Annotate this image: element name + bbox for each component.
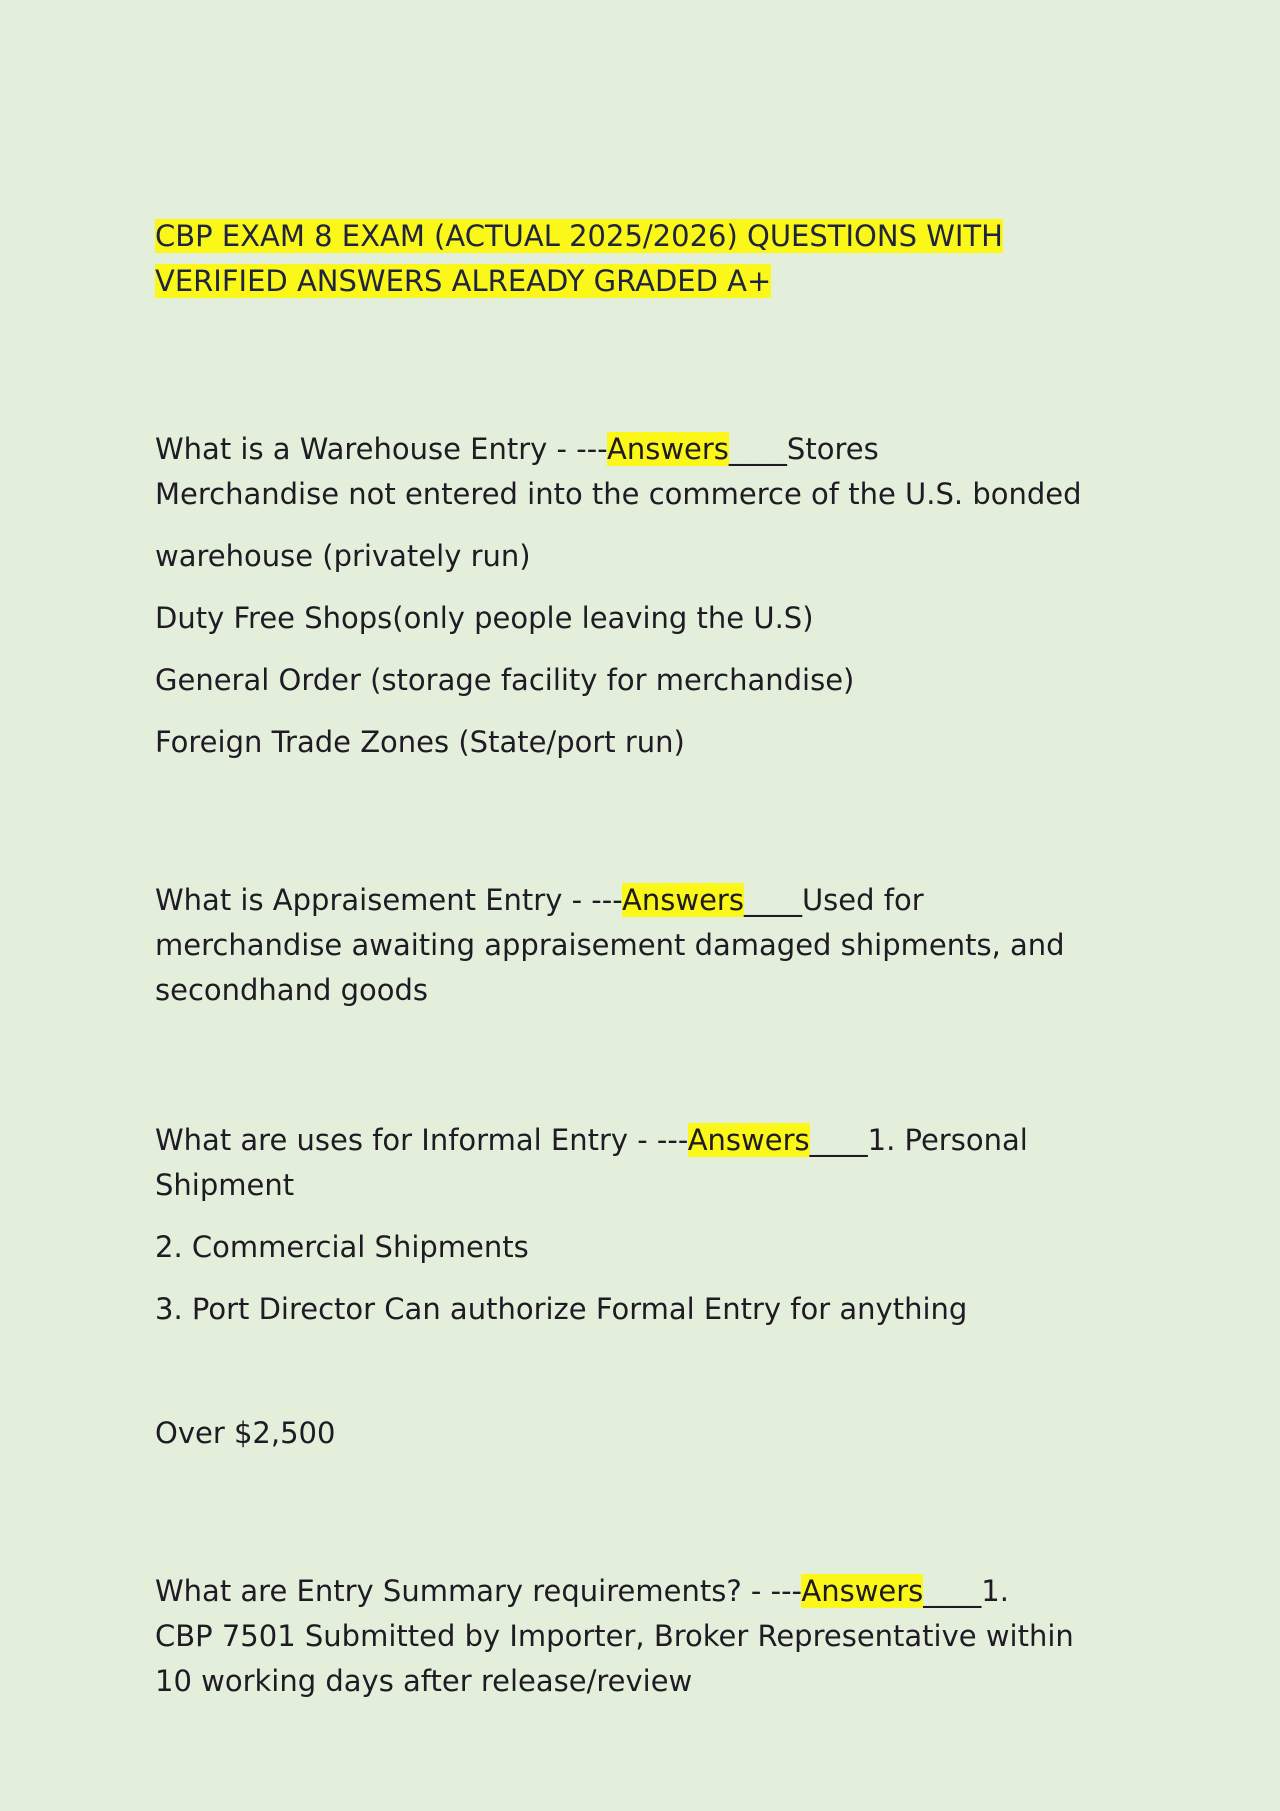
answers-tag: Answers (687, 1123, 810, 1157)
answer-line: secondhand goods (155, 973, 428, 1007)
question-line (155, 1569, 1135, 1614)
question-text: What is Appraisement Entry - --- (155, 883, 623, 917)
question-text: What is a Warehouse Entry - --- (155, 432, 607, 466)
qa-item-entry-summary (155, 1569, 1135, 1704)
answer-line: merchandise awaiting appraisement damaged shipments, and (155, 928, 1065, 962)
document-title (155, 214, 1135, 304)
answer-extra-line: 3. Port Director Can authorize Formal Entry for anything (155, 1292, 968, 1326)
question-line (155, 1118, 1135, 1163)
question-text: What are uses for Informal Entry - --- (155, 1123, 688, 1157)
answer-line: Shipment (155, 1168, 295, 1202)
answer-line: Merchandise not entered into the commerce of the U.S. bonded (155, 477, 1082, 511)
question-line (155, 427, 1135, 472)
answer-extra-line: Duty Free Shops(only people leaving the U.S) (155, 601, 814, 635)
qa-item-informal-entry (155, 1118, 1135, 1464)
answer-lead: ____1. (923, 1574, 1009, 1608)
title-line-1: CBP EXAM 8 EXAM (ACTUAL 2025/2026) QUESTIONS WITH (155, 219, 1003, 253)
answer-extra-line: Foreign Trade Zones (State/port run) (155, 725, 685, 759)
answer-lead: ____1. Personal (809, 1123, 1028, 1157)
question-line (155, 878, 1135, 923)
answers-tag: Answers (622, 883, 744, 917)
answer-extra-line: warehouse (privately run) (155, 539, 531, 573)
answer-line: CBP 7501 Submitted by Importer, Broker Representative within (155, 1619, 1074, 1653)
answers-tag: Answers (607, 432, 729, 466)
answer-lead: ____Used for (743, 883, 924, 917)
answer-separate-paragraph: Over $2,500 (155, 1416, 336, 1450)
answer-lead: ____Stores (728, 432, 879, 466)
qa-item-warehouse-entry (155, 427, 1135, 773)
question-text: What are Entry Summary requirements? - --- (155, 1574, 802, 1608)
answer-line: 10 working days after release/review (155, 1664, 693, 1698)
answers-tag: Answers (801, 1574, 924, 1608)
answer-extra-line: General Order (storage facility for merchandise) (155, 663, 855, 697)
title-line-2: VERIFIED ANSWERS ALREADY GRADED A+ (155, 264, 772, 298)
qa-item-appraisement-entry (155, 878, 1135, 1013)
answer-extra-line: 2. Commercial Shipments (155, 1230, 529, 1264)
document-content (155, 214, 1135, 1704)
